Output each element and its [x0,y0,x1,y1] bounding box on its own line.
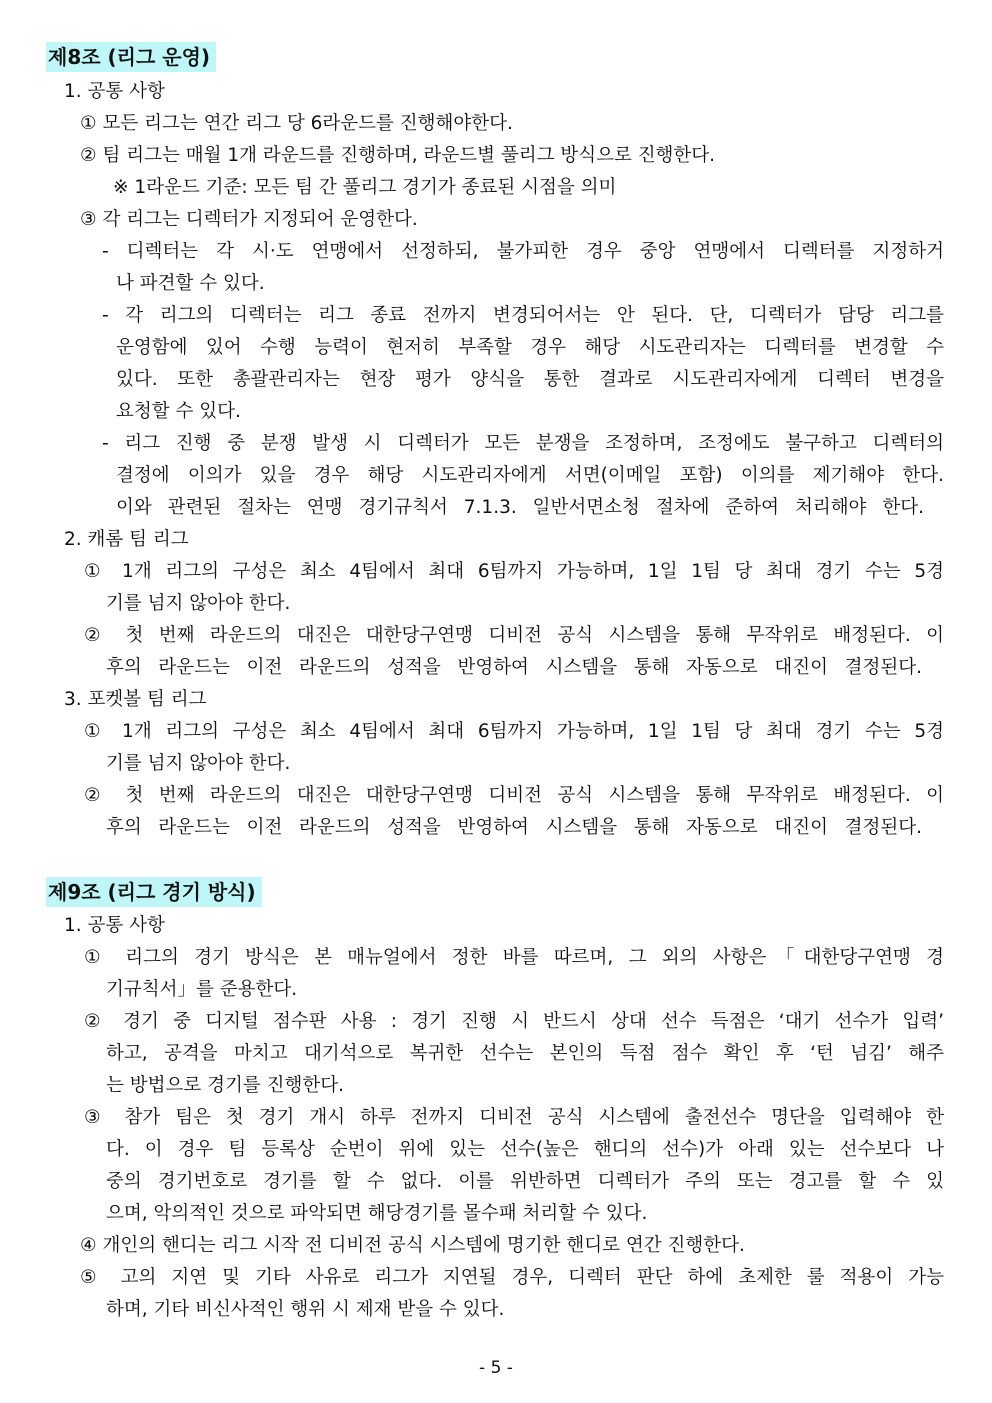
paragraph-line: 하고, 공격을 마치고 대기석으로 복귀한 선수는 본인의 득점 점수 확인 후 ‘턴 넘김’ 해주 [106,1043,944,1064]
article-9-heading: 제9조 (리그 경기 방식) [46,877,262,907]
paragraph-line: - 리그 진행 중 분쟁 발생 시 디렉터가 모든 분쟁을 조정하며, 조정에도 불구하고 디렉터의 [102,433,944,454]
paragraph-line: ③ 참가 팀은 첫 경기 개시 하루 전까지 디비전 공식 시스템에 출전선수 명단을 입력해야 한 [84,1107,944,1128]
section-title: 1. 공통 사항 [64,81,165,102]
paragraph-line: ① 리그의 경기 방식은 본 매뉴얼에서 정한 바를 따르며, 그 외의 사항은「대한당구연맹 경 [84,947,944,968]
paragraph-line: 기규칙서」를 준용한다. [106,979,298,1000]
paragraph-line: 중의 경기번호로 경기를 할 수 없다. 이를 위반하면 디렉터가 주의 또는 경고를 할 수 있 [106,1171,944,1192]
list-item: ② 팀 리그는 매월 1개 라운드를 진행하며, 라운드별 풀리그 방식으로 진행한다. [80,145,716,166]
page-number: - 5 - [479,1358,513,1378]
paragraph-line: 기를 넘지 않아야 한다. [106,753,291,774]
paragraph-line: - 각 리그의 디렉터는 리그 종료 전까지 변경되어서는 안 된다. 단, 디렉터가 담당 리그를 [102,305,944,326]
paragraph-line: 결정에 이의가 있을 경우 해당 시도관리자에게 서면(이메일 포함) 이의를 제기해야 한다. [116,465,944,486]
paragraph-line: 하며, 기타 비신사적인 행위 시 제재 받을 수 있다. [106,1299,505,1320]
paragraph-line: 요청할 수 있다. [116,401,241,422]
paragraph-line: ① 1개 리그의 구성은 최소 4팀에서 최대 6팀까지 가능하며, 1일 1팀 당 최대 경기 수는 5경 [84,721,944,742]
article-8-heading: 제8조 (리그 운영) [46,42,216,72]
list-item: ① 모든 리그는 연간 리그 당 6라운드를 진행해야한다. [80,113,513,134]
paragraph-line: ② 첫 번째 라운드의 대진은 대한당구연맹 디비전 공식 시스템을 통해 무작위로 배정된다. 이 [84,785,944,806]
paragraph-line: 있다. 또한 총괄관리자는 현장 평가 양식을 통한 결과로 시도관리자에게 디렉터 변경을 [116,369,944,390]
paragraph-line: ② 경기 중 디지털 점수판 사용 : 경기 진행 시 반드시 상대 선수 득점은 ‘대기 선수가 입력’ [84,1011,944,1032]
paragraph-line: ② 첫 번째 라운드의 대진은 대한당구연맹 디비전 공식 시스템을 통해 무작위로 배정된다. 이 [84,625,944,646]
paragraph-line: ① 1개 리그의 구성은 최소 4팀에서 최대 6팀까지 가능하며, 1일 1팀 당 최대 경기 수는 5경 [84,561,944,582]
list-item: ③ 각 리그는 디렉터가 지정되어 운영한다. [80,209,418,230]
paragraph-line: 으며, 악의적인 것으로 파악되면 해당경기를 몰수패 처리할 수 있다. [106,1203,648,1224]
paragraph-line: 이와 관련된 절차는 연맹 경기규칙서 7.1.3. 일반서면소청 절차에 준하여 처리해야 한다. [116,497,924,518]
paragraph-line: 다. 이 경우 팀 등록상 순번이 위에 있는 선수(높은 핸디의 선수)가 아래 있는 선수보다 나 [106,1139,944,1160]
paragraph-line: 운영함에 있어 수행 능력이 현저히 부족할 경우 해당 시도관리자는 디렉터를 변경할 수 [116,337,944,358]
paragraph-line: 후의 라운드는 이전 라운드의 성적을 반영하여 시스템을 통해 자동으로 대진이 결정된다. [106,817,922,838]
section-title: 3. 포켓볼 팀 리그 [64,689,207,710]
section-title: 1. 공통 사항 [64,915,165,936]
note-text: ※ 1라운드 기준: 모든 팀 간 풀리그 경기가 종료된 시점을 의미 [113,177,617,198]
paragraph-line: 나 파견할 수 있다. [116,273,265,294]
paragraph-line: 후의 라운드는 이전 라운드의 성적을 반영하여 시스템을 통해 자동으로 대진이 결정된다. [106,657,922,678]
paragraph-line: - 디렉터는 각 시·도 연맹에서 선정하되, 불가피한 경우 중앙 연맹에서 디렉터를 지정하거 [102,241,944,262]
paragraph-line: 기를 넘지 않아야 한다. [106,593,291,614]
paragraph-line: ⑤ 고의 지연 및 기타 사유로 리그가 지연될 경우, 디렉터 판단 하에 초제한 룰 적용이 가능 [80,1267,944,1288]
section-title: 2. 캐롬 팀 리그 [64,529,189,550]
list-item: ④ 개인의 핸디는 리그 시작 전 디비전 공식 시스템에 명기한 핸디로 연간 진행한다. [80,1235,745,1256]
paragraph-line: 는 방법으로 경기를 진행한다. [106,1075,344,1096]
